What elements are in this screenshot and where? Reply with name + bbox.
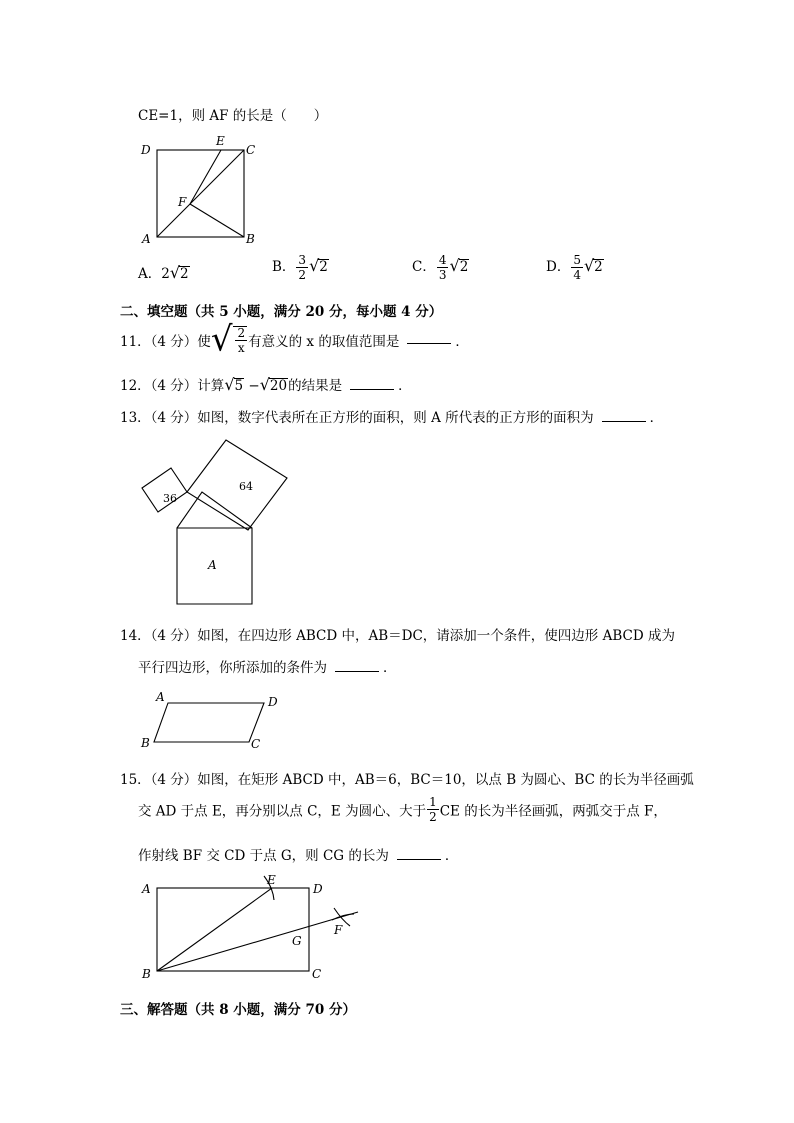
q13-answer-blank[interactable] <box>602 410 646 422</box>
label-D: D <box>313 882 323 896</box>
q12-answer-blank[interactable] <box>350 378 394 390</box>
label-C: C <box>246 143 256 157</box>
diagonal-ac <box>157 150 244 237</box>
ray-bf <box>157 912 358 971</box>
segment-be <box>157 888 272 971</box>
q15-figure <box>136 870 366 985</box>
q10-option-b: B． $\frac{3}{2}$ √2 <box>272 253 328 282</box>
q14-line1: 14．（4 分）如图，在四边形 ABCD 中，AB＝DC，请添加一个条件，使四边形 ABCD 成为 <box>120 628 675 644</box>
q13-figure <box>136 436 296 611</box>
q11: 11．（4 分）使√ $\frac{2}{x}$ 有意义的 x 的取值范围是 ． <box>120 319 469 360</box>
label-C: C <box>251 737 261 751</box>
label-64: 64 <box>239 480 253 493</box>
q11-answer-blank[interactable] <box>407 332 451 344</box>
label-G: G <box>292 934 302 948</box>
q14-answer-blank[interactable] <box>335 660 379 672</box>
label-D: D <box>268 695 278 709</box>
q15-line3: 作射线 BF 交 CD 于点 G，则 CG 的长为 ． <box>138 848 459 864</box>
rectangle-abcd <box>157 888 309 971</box>
label-a: A <box>208 558 217 572</box>
square-64 <box>187 440 287 530</box>
q15-line1: 15．（4 分）如图，在矩形 ABCD 中，AB＝6，BC＝10，以点 B 为圆心、BC 的长为半径画弧 <box>120 772 694 788</box>
label-C: C <box>312 967 322 981</box>
label-B: B <box>246 232 255 246</box>
segment-fb <box>190 204 244 237</box>
label-A: A <box>142 232 151 246</box>
label-B: B <box>142 967 151 981</box>
q10-option-d: D． $\frac{5}{4}$ √2 <box>546 253 603 282</box>
label-D: D <box>141 143 151 157</box>
q10-figure <box>136 132 266 247</box>
q10-continuation: CE=1，则 AF 的长是（ ） <box>138 108 328 124</box>
q10-option-a: A．2√2 <box>138 263 189 282</box>
label-F: F <box>334 923 343 937</box>
label-A: A <box>156 690 165 704</box>
label-F: F <box>178 195 187 209</box>
label-E: E <box>216 134 225 148</box>
square-36 <box>142 468 187 512</box>
label-E: E <box>267 873 276 887</box>
section2-title: 二、填空题（共 5 小题，满分 20 分，每小题 4 分） <box>120 304 443 320</box>
q15-line2: 交 AD 于点 E，再分别以点 C，E 为圆心、大于 $\frac{1}{2}$ CE 的长为半径画弧，两弧交于点 F， <box>138 795 667 824</box>
q10-option-c: C． $\frac{4}{3}$ √2 <box>412 253 469 282</box>
q14-figure <box>136 684 286 754</box>
label-36: 36 <box>163 492 177 505</box>
label-B: B <box>141 736 150 750</box>
section3-title: 三、解答题（共 8 小题，满分 70 分） <box>120 1002 356 1018</box>
parallelogram-abcd <box>154 703 264 742</box>
q14-line2: 平行四边形，你所添加的条件为 ． <box>138 660 397 676</box>
triangle <box>177 492 252 528</box>
q13: 13．（4 分）如图，数字代表所在正方形的面积，则 A 所代表的正方形的面积为 ． <box>120 410 664 426</box>
q15-answer-blank[interactable] <box>397 848 441 860</box>
label-A: A <box>142 882 151 896</box>
q12: 12．（4 分）计算√5 −√20的结果是 ． <box>120 375 412 394</box>
